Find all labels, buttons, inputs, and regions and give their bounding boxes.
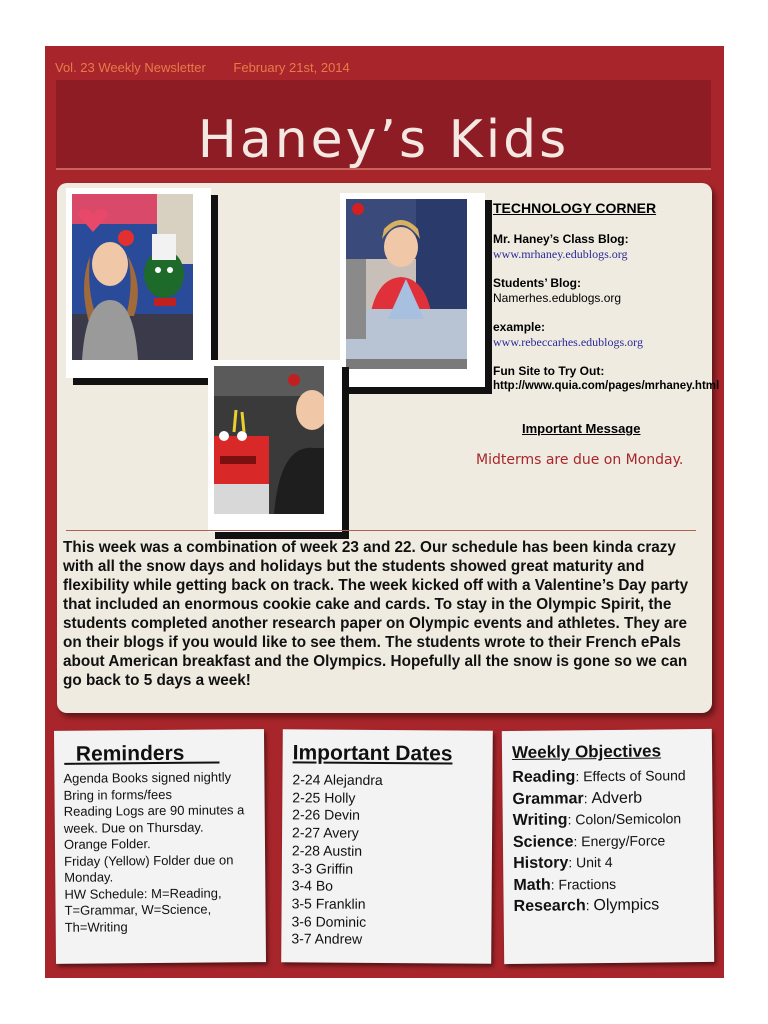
objective-subject: Math — [513, 876, 551, 894]
important-dates-card — [281, 729, 493, 963]
reminders-card — [54, 729, 266, 964]
example-label: example: — [493, 320, 546, 334]
reminder-item: HW Schedule: M=Reading, T=Grammar, W=Science, Th=Writing — [64, 884, 222, 935]
objective-topic: Adverb — [591, 789, 643, 807]
class-blog-link[interactable]: www.mrhaney.edublogs.org — [493, 247, 628, 261]
important-message-text: Midterms are due on Monday. — [476, 452, 684, 468]
objective-row: Science: Energy/Force — [512, 831, 666, 851]
fun-site — [493, 364, 743, 394]
class-blog-label: Mr. Haney’s Class Blog: — [493, 232, 629, 246]
date-item: 3-4 Bo — [291, 877, 334, 894]
photo-student-puppet — [66, 188, 211, 378]
objective-row: History: Unit 4 — [513, 853, 613, 872]
date-item: 3-5 Franklin — [291, 895, 366, 912]
objective-subject: Science — [512, 832, 574, 851]
example-link[interactable]: www.rebeccarhes.edublogs.org — [493, 335, 643, 349]
example-blog — [493, 320, 743, 350]
objective-subject: Grammar — [512, 789, 584, 808]
reminder-item: Reading Logs are 90 minutes a week. Due on Thursday. — [63, 802, 245, 836]
technology-corner — [493, 200, 743, 408]
title-bar — [56, 80, 711, 170]
reminder-item: Agenda Books signed nightly — [63, 769, 232, 786]
reminders-heading — [64, 741, 264, 767]
section-divider — [66, 530, 696, 531]
objective-row: Research: Olympics — [513, 896, 660, 915]
date-item: 2-25 Holly — [292, 789, 356, 806]
students-blog — [493, 276, 743, 306]
date-item: 3-6 Dominic — [291, 912, 367, 930]
objective-subject: Reading — [512, 768, 576, 786]
objective-topic: Olympics — [593, 896, 660, 915]
objective-topic: Unit 4 — [575, 853, 613, 871]
reminder-item: Friday (Yellow) Folder due on Monday. — [64, 851, 234, 885]
students-blog-label: Students’ Blog: — [493, 276, 581, 290]
weekly-story: This week was a combination of week 23 and 22. Our schedule has been kinda crazy with all the snow days and holidays but the students showed great maturity and flexibility while getting back on track. The week kicked off with a Valentine’s Day party that included an enormous cookie cake and cards. To stay in the Olympic Spirit, the students completed another research paper on Olympic events and athletes. They are on their blogs if you would like to see them. The students wrote to their French ePals about American breakfast and the Olympics. Hopefully all the snow is gone so we can go back to 5 days a week! — [63, 539, 689, 689]
important-message-heading: Important Message — [522, 421, 641, 436]
dates-list — [281, 771, 492, 949]
reminder-item: Orange Folder. — [63, 836, 151, 852]
objective-topic: Fractions — [558, 875, 617, 893]
objective-row: Math: Fractions — [513, 875, 617, 894]
volume-label: Vol. 23 Weekly Newsletter — [55, 60, 206, 75]
objective-subject: Writing — [512, 811, 568, 829]
objective-topic: Colon/Semicolon — [575, 810, 682, 828]
objective-topic: Effects of Sound — [583, 767, 686, 785]
reminders-list — [63, 769, 265, 936]
weekly-objectives-card — [502, 729, 714, 964]
reminders-title: Reminders — [75, 741, 185, 766]
issue-date: February 21st, 2014 — [233, 60, 350, 75]
date-item: 3-3 Griffin — [291, 859, 354, 877]
technology-heading: TECHNOLOGY CORNER — [493, 200, 657, 216]
weekly-objectives-heading: Weekly Objectives — [511, 741, 662, 762]
fun-site-label: Fun Site to Try Out: — [493, 364, 605, 378]
reminder-item: Bring in forms/fees — [63, 786, 172, 803]
objective-topic: Energy/Force — [581, 831, 666, 849]
photo-student-box-creature — [208, 360, 342, 532]
objective-subject: History — [513, 854, 569, 872]
students-blog-link[interactable]: Namerhes.edublogs.org — [493, 291, 622, 305]
fun-site-link[interactable]: http://www.quia.com/pages/mrhaney.html — [493, 380, 720, 392]
class-blog — [493, 232, 743, 262]
objective-subject: Research — [513, 897, 586, 915]
objective-row: Writing: Colon/Semicolon — [512, 810, 682, 829]
objective-row: Grammar: Adverb — [512, 789, 643, 808]
photo-student-airplane — [340, 193, 485, 387]
important-dates-heading: Important Dates — [292, 741, 453, 766]
date-item: 2-24 Alejandra — [292, 771, 383, 788]
date-item: 2-26 Devin — [292, 806, 360, 824]
objective-row: Reading: Effects of Sound — [512, 767, 686, 786]
date-item: 2-27 Avery — [292, 824, 359, 841]
masthead — [55, 60, 374, 75]
date-item: 2-28 Austin — [291, 842, 363, 859]
newsletter-title: Haney’s Kids — [197, 110, 570, 170]
date-item: 3-7 Andrew — [291, 930, 363, 948]
